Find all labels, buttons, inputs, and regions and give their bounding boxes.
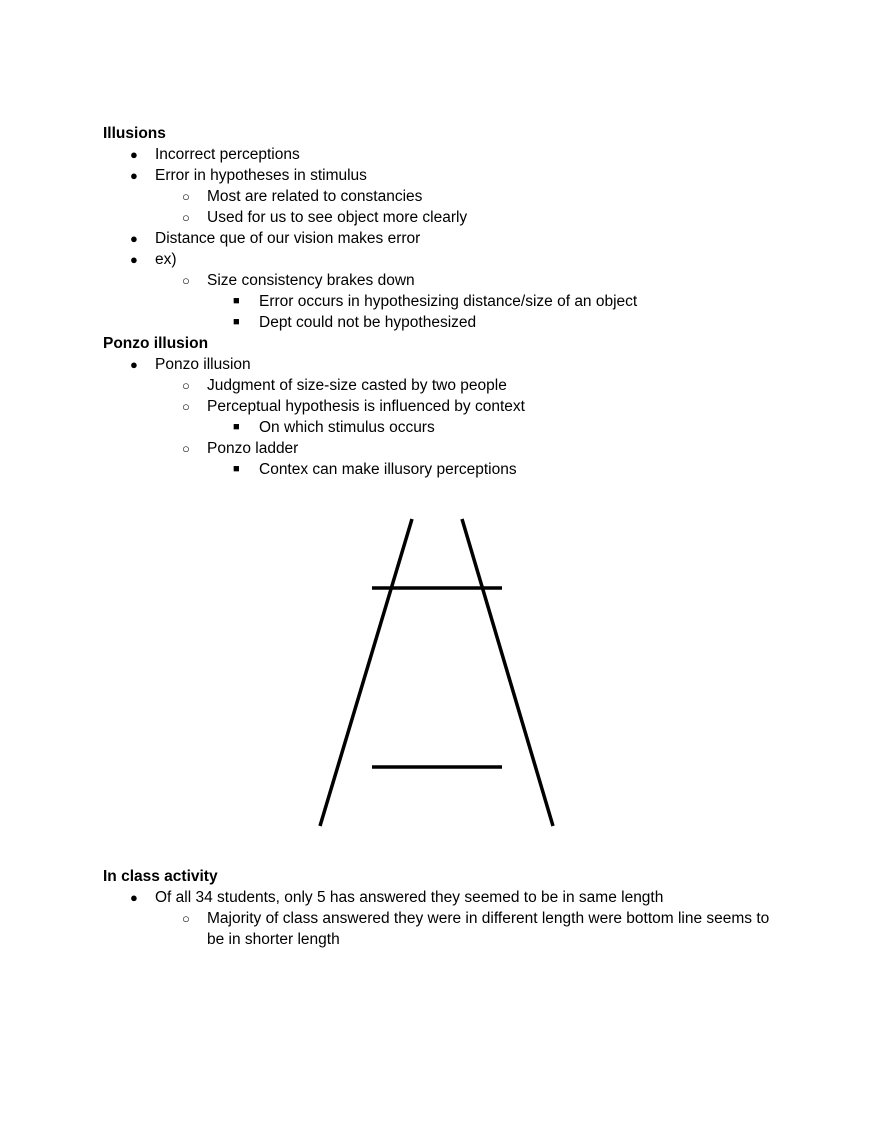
bullet-disc-icon: ●	[130, 252, 138, 267]
list-item: Contex can make illusory perceptions	[259, 461, 517, 478]
bullet-square-icon: ■	[233, 316, 240, 328]
list-item: Size consistency brakes down	[207, 272, 415, 289]
bullet-disc-icon: ●	[130, 231, 138, 246]
bullet-circle-icon: ○	[182, 441, 190, 456]
bullet-disc-icon: ●	[130, 147, 138, 162]
list-item: Used for us to see object more clearly	[207, 209, 468, 226]
bullet-circle-icon: ○	[182, 189, 190, 204]
bullet-circle-icon: ○	[182, 210, 190, 225]
section-heading-in-class-activity: In class activity	[103, 868, 218, 885]
section-heading-illusions: Illusions	[103, 125, 166, 142]
list-item: Majority of class answered they were in different length were bottom line seems to be in shorter length	[207, 910, 770, 948]
bullet-circle-icon: ○	[182, 911, 190, 926]
right-rail-line	[462, 519, 553, 826]
section-heading-ponzo-illusion: Ponzo illusion	[103, 335, 209, 352]
list-item: ex)	[155, 251, 177, 268]
list-item: Ponzo ladder	[207, 440, 299, 457]
bullet-circle-icon: ○	[182, 399, 190, 414]
left-rail-line	[320, 519, 412, 826]
list-item: Dept could not be hypothesized	[259, 314, 477, 331]
bullet-disc-icon: ●	[130, 168, 138, 183]
list-item: Most are related to constancies	[207, 188, 423, 205]
bullet-square-icon: ■	[233, 463, 240, 475]
bullet-circle-icon: ○	[182, 273, 190, 288]
list-item: Perceptual hypothesis is influenced by context	[207, 398, 525, 415]
list-item: Judgment of size-size casted by two people	[207, 377, 507, 394]
bullet-square-icon: ■	[233, 421, 240, 433]
bullet-disc-icon: ●	[130, 357, 138, 372]
list-item: Ponzo illusion	[155, 356, 251, 373]
list-item: On which stimulus occurs	[259, 419, 435, 436]
bullet-circle-icon: ○	[182, 378, 190, 393]
list-item: Of all 34 students, only 5 has answered they seemed to be in same length	[155, 889, 664, 906]
bullet-square-icon: ■	[233, 295, 240, 307]
list-item: Error occurs in hypothesizing distance/size of an object	[259, 293, 638, 310]
list-item: Error in hypotheses in stimulus	[155, 167, 367, 184]
list-item: Distance que of our vision makes error	[155, 230, 421, 247]
list-item: Incorrect perceptions	[155, 146, 300, 163]
bullet-disc-icon: ●	[130, 890, 138, 905]
